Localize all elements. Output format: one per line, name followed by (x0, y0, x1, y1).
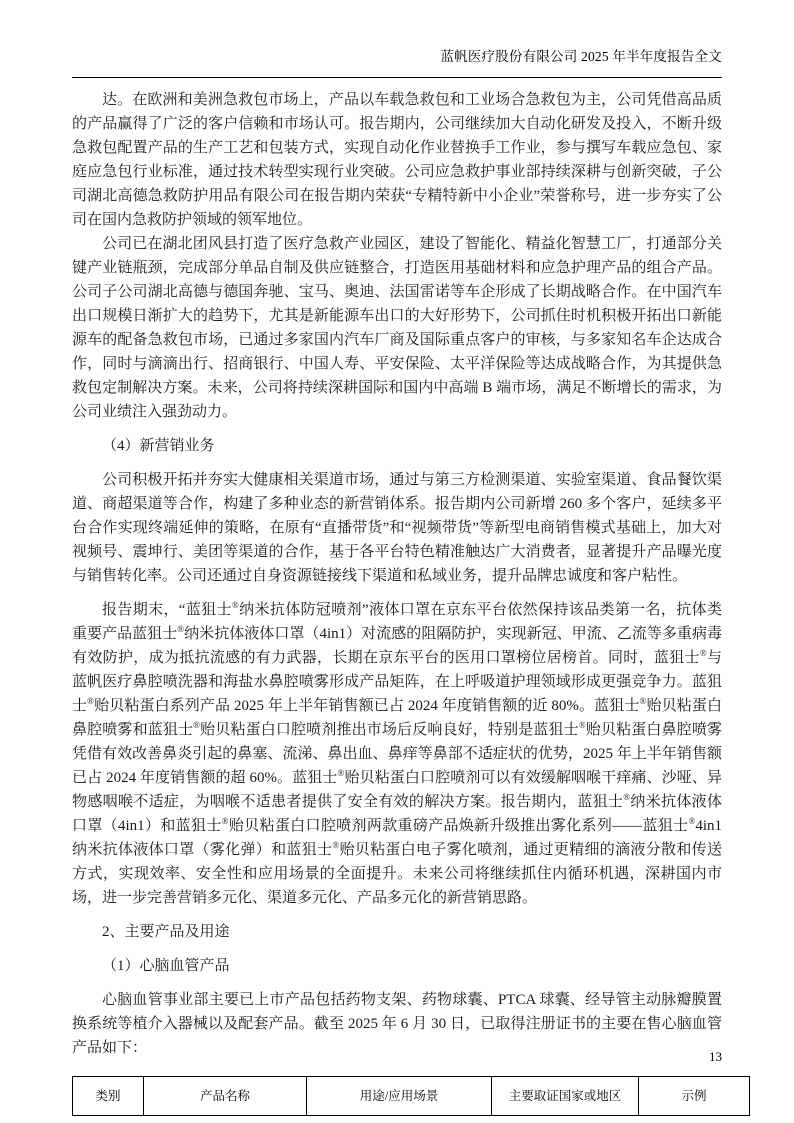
paragraph-blue-sniper-products (72, 598, 722, 910)
text-segment: 纳米抗体液体口罩（4in1）和蓝狙士 (72, 794, 722, 834)
text-segment: 4in1 纳米抗体液体口罩（雾化弹）和蓝狙士 (72, 818, 722, 858)
page-header (72, 48, 722, 67)
heading-main-products-and-uses: 2、主要产品及用途 (102, 924, 230, 940)
spacer (72, 910, 722, 920)
header-divider (72, 77, 722, 78)
trademark-icon: ® (699, 648, 707, 658)
text-segment: 与蓝帆医疗鼻腔喷洗器和海盐水鼻腔喷雾形成产品矩阵，在上呼吸道护理领域形成更强竞争力。蓝狙士 (72, 650, 722, 714)
heading-new-marketing-business: （4）新营销业务 (102, 438, 215, 454)
trademark-icon: ® (578, 720, 586, 730)
spacer (72, 458, 722, 468)
trademark-icon: ® (193, 720, 201, 730)
trademark-icon: ® (87, 696, 94, 706)
cardiovascular-products-table (72, 1076, 750, 1116)
text-segment: 纳米抗体防冠喷剂”液体口罩在京东平台依然保持该品类第一名，抗体类重要产品蓝狙士 (72, 602, 722, 642)
paragraph-cardiovascular-description: 心脑血管事业部主要已上市产品包括药物支架、药物球囊、PTCA 球囊、经导管主动脉瓣膜置换系统等植介入器械以及配套产品。截至 2025 年 6 月 30 日，已取得注册证书的主要在售心脑血管产品如下： (72, 992, 722, 1056)
text-segment: 贻贝粘蛋白口腔喷剂两款重磅产品焕新升级推出雾化系列——蓝狙士 (228, 818, 689, 834)
text-segment: 纳米抗体液体口罩（4in1）对流感的阻隔防护，实现新冠、甲流、乙流等多重病毒有效防护，成为抵抗流感的有力武器，长期在京东平台的医用口罩榜位居榜首。同时，蓝狙士 (72, 626, 722, 666)
spacer (72, 588, 722, 598)
text-segment: 贻贝粘蛋白口腔喷剂推出市场后反响良好，特别是蓝狙士 (200, 722, 579, 738)
trademark-icon: ® (332, 840, 340, 850)
text-segment: 贻贝粘蛋白口腔喷剂可以有效缓解咽喉干痒痛、沙哑、异物感咽喉不适症，为咽喉不适患者提供了安全有效的解决方案。报告期内，蓝狙士 (72, 770, 722, 810)
text-segment: 贻贝粘蛋白鼻腔喷雾凭借有效改善鼻炎引起的鼻塞、流涕、鼻出血、鼻痒等鼻部不适症状的优势，2025 年上半年销售额已占 2024 年度销售额的超 60%。蓝狙士 (72, 722, 722, 786)
document-body (72, 88, 722, 1116)
text-segment: 贻贝粘蛋白鼻腔喷雾和蓝狙士 (72, 698, 722, 738)
header-title: 蓝帆医疗股份有限公司 2025 年半年度报告全文 (440, 49, 722, 64)
table-header-row (73, 1077, 750, 1116)
table-column-header-use-scenario: 用途/应用场景 (307, 1077, 492, 1116)
trademark-icon: ® (639, 696, 647, 706)
paragraph-industrial-park: 公司已在湖北团风县打造了医疗急救产业园区，建设了智能化、精益化智慧工厂，打通部分关键产业链瓶颈，完成部分单品自制及供应链整合，打造医用基础材料和应急护理产品的组合产品。公司子公司湖北高德与德国奔驰、宝马、奥迪、法国雷诺等车企形成了长期战略合作。在中国汽车出口规模日渐扩大的趋势下，尤其是新能源车出口的大好形势下，公司抓住时机积极开拓出口新能源车的配备急救包市场，已通过多家国内汽车厂商及国际重点客户的审核，与多家知名车企达成合作，同时与滴滴出行、招商银行、中国人寿、平安保险、太平洋保险等达成战略合作，为其提供急救包定制解决方案。未来，公司将持续深耕国际和国内中高端 B 端市场，满足不断增长的需求，为公司业绩注入强劲动力。 (72, 236, 722, 420)
text-segment: 贻贝粘蛋白电子雾化喷剂，通过更精细的滴液分散和传送方式，实现效率、安全性和应用场景的全面提升。未来公司将继续抓住内循环机遇，深耕国内市场，进一步完善营销多元化、渠道多元化、产品多元化的新营销思路。 (72, 842, 722, 906)
table-column-header-product-name: 产品名称 (144, 1077, 307, 1116)
trademark-icon: ® (221, 816, 229, 826)
paragraph-new-marketing-channels: 公司积极开拓并夯实大健康相关渠道市场，通过与第三方检测渠道、实验室渠道、食品餐饮渠道、商超渠道等合作，构建了多种业态的新营销体系。报告期内公司新增 260 多个客户，延续多平台合作实现终端延伸的策略，在原有“直播带货”和“视频带货”等新型电商销售模式基础上，加大对视频号、震坤行、美团等渠道的合作，基于各平台特色精准触达广大消费者，显著提升产品曝光度与销售转化率。公司还通过自身资源链接线下渠道和私域业务，提升品牌忠诚度和客户粘性。 (72, 472, 722, 584)
trademark-icon: ® (623, 792, 631, 802)
trademark-icon: ® (688, 816, 696, 826)
paragraph-emergency-kits: 达。在欧洲和美洲急救包市场上，产品以车载急救包和工业场合急救包为主，公司凭借高品质的产品赢得了广泛的客户信赖和市场认可。报告期内，公司继续加大自动化研发及投入，不断升级急救包配置产品的生产工艺和包装方式，实现自动化作业替换手工作业，参与撰写车载应急包、家庭应急包行业标准，通过技术转型实现行业突破。公司应急救护事业部持续深耕与创新突破，子公司湖北高德急救防护用品有限公司在报告期内荣获“专精特新中小企业”荣誉称号，进一步夯实了公司在国内急救防护领域的领军地位。 (72, 92, 722, 228)
text-segment: 报告期末，“蓝狙士 (102, 602, 232, 618)
table-column-header-category: 类别 (73, 1077, 144, 1116)
spacer (72, 424, 722, 434)
trademark-icon: ® (231, 600, 239, 610)
trademark-icon: ® (337, 768, 345, 778)
spacer (72, 944, 722, 954)
text-segment: 贻贝粘蛋白系列产品 2025 年上半年销售额已占 2024 年度销售额的近 80%。蓝狙士 (93, 698, 640, 714)
page-number: 13 (709, 1049, 722, 1064)
table-column-header-example: 示例 (639, 1077, 750, 1116)
trademark-icon: ® (177, 624, 185, 634)
heading-cardiovascular-products: （1）心脑血管产品 (102, 958, 230, 974)
spacer (72, 978, 722, 988)
table-column-header-certification-region: 主要取证国家或地区 (492, 1077, 639, 1116)
